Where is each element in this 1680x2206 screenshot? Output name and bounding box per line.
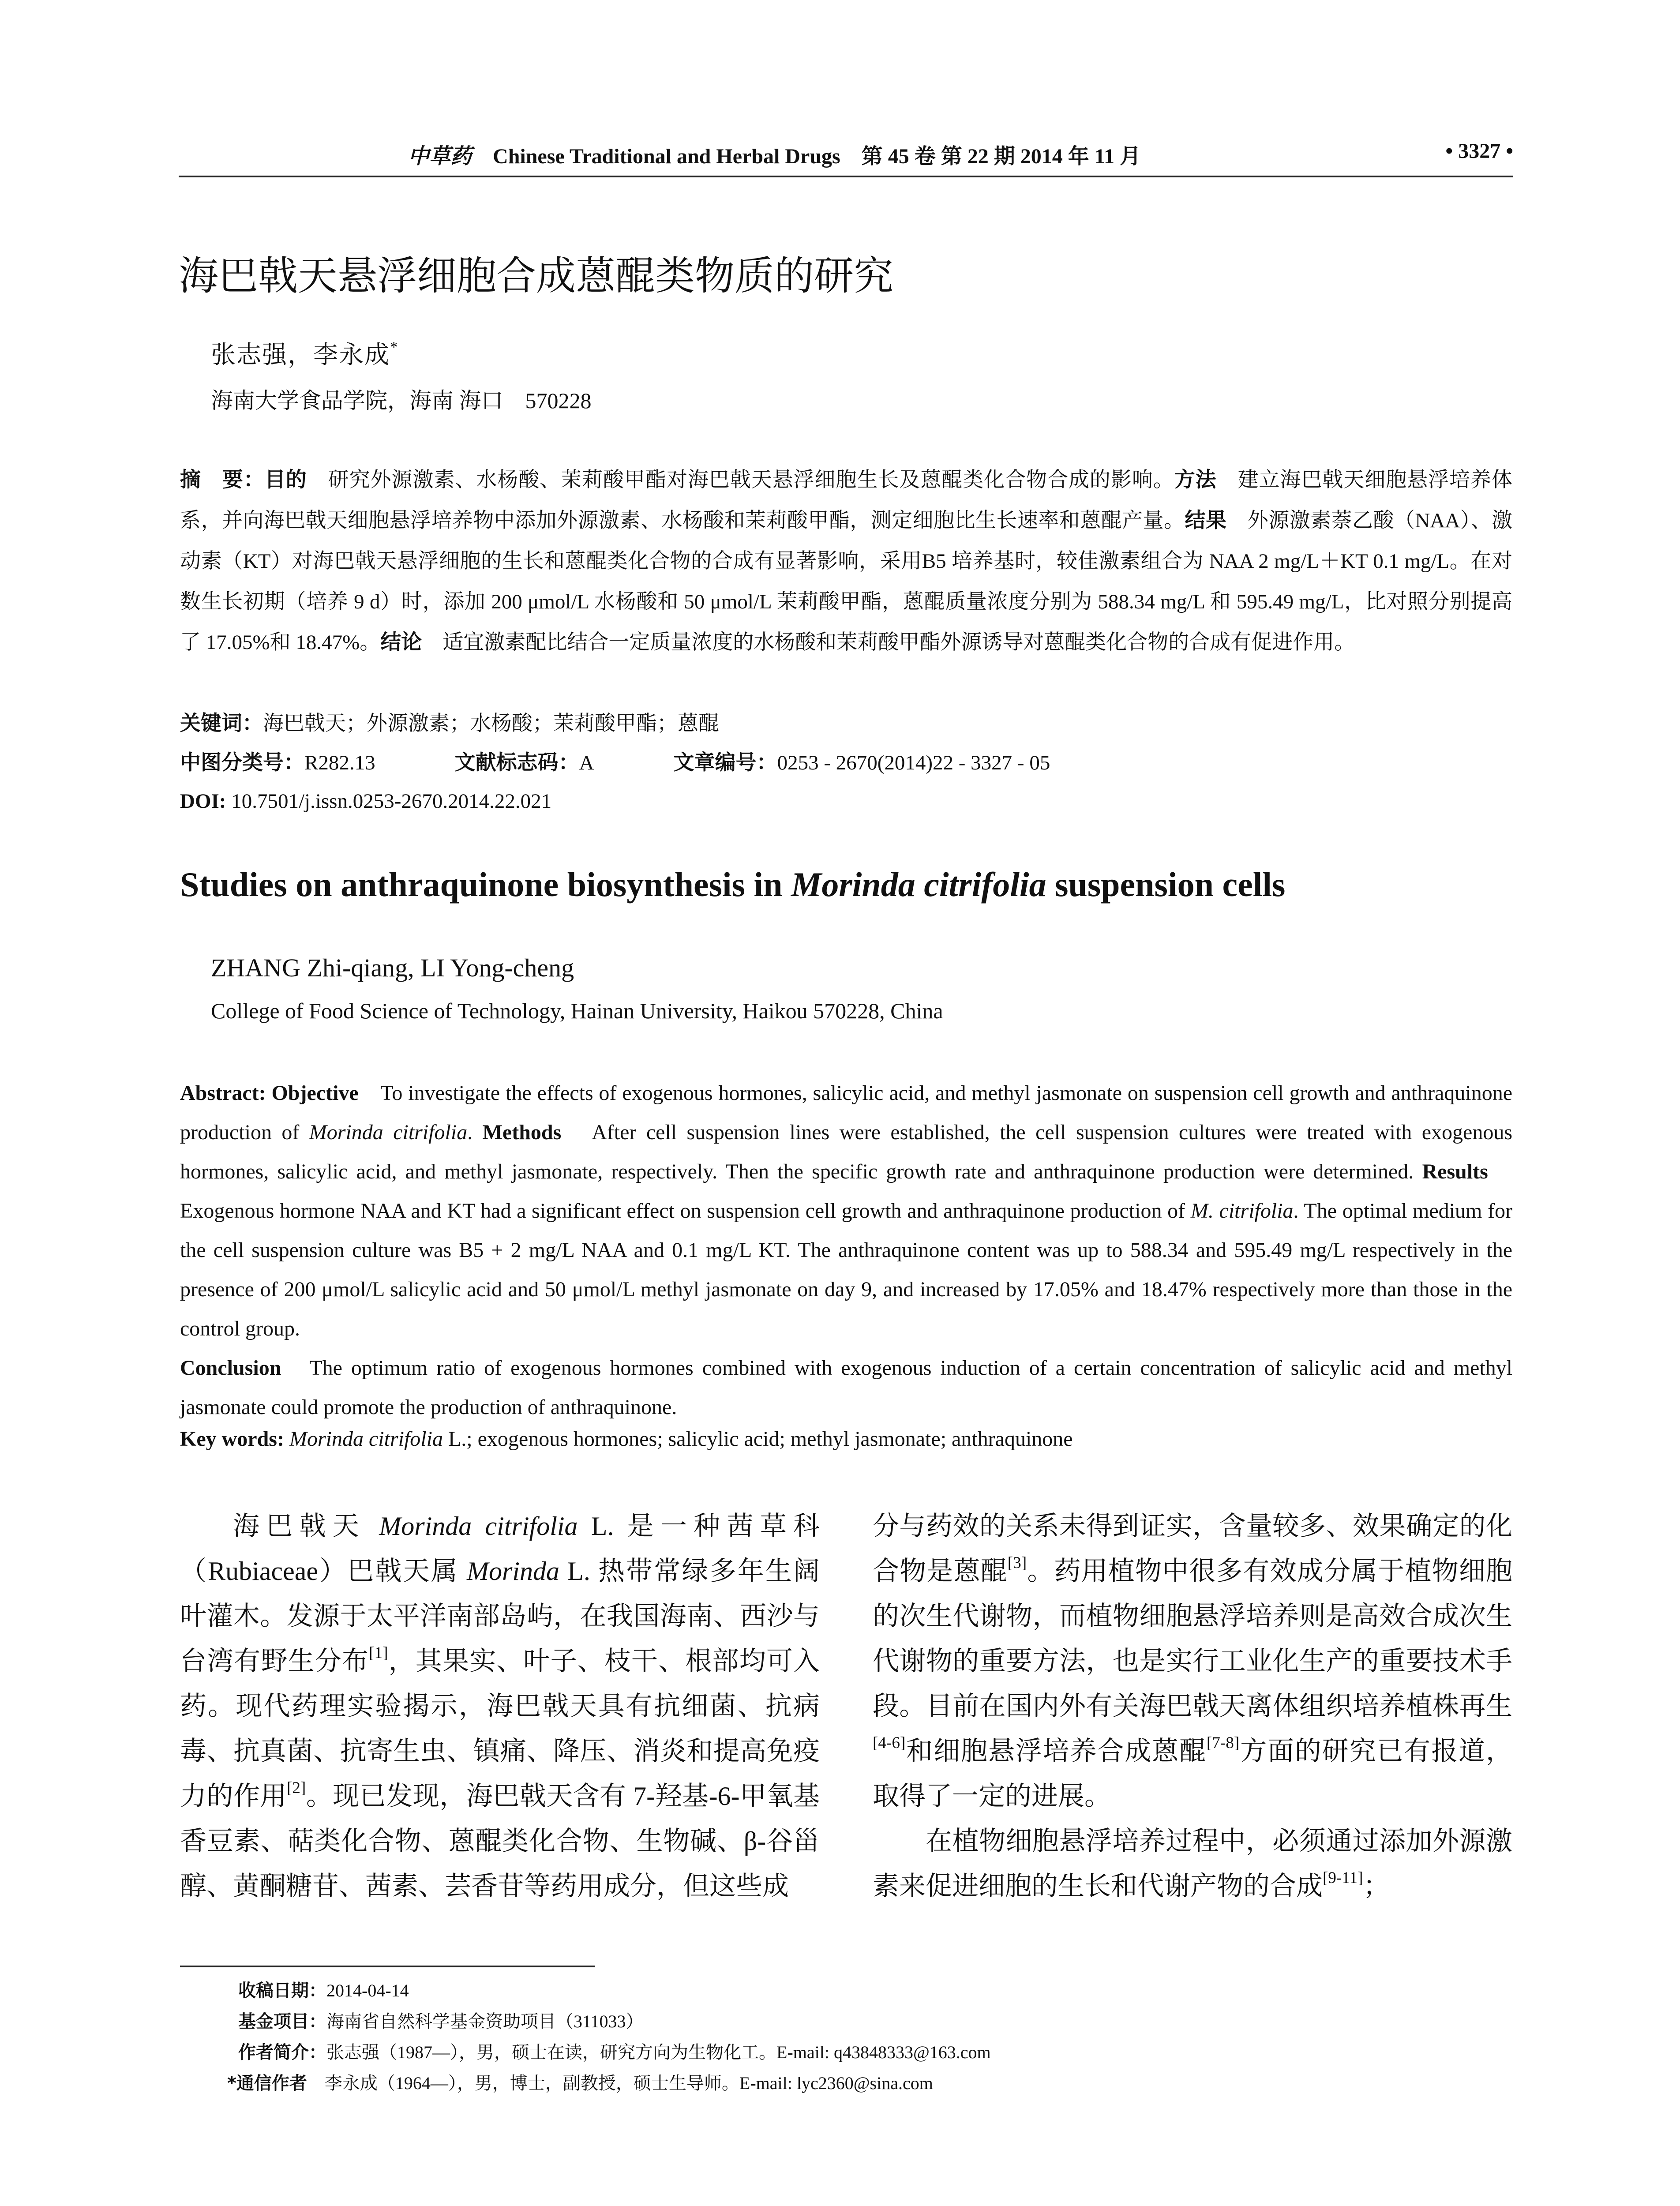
doi-line (180, 781, 1512, 822)
author-names-cn: 张志强，李永成 (211, 341, 390, 369)
results-label-cn: 结果 (1185, 508, 1227, 533)
citation-ref[interactable]: [9-11] (1323, 1869, 1363, 1887)
citation-ref[interactable]: [2] (286, 1779, 306, 1797)
clc-label: 中图分类号： (180, 750, 304, 775)
paper-title-cn: 海巴戟天悬浮细胞合成蒽醌类物质的研究 (179, 253, 893, 299)
doi-value[interactable]: 10.7501/j.issn.0253-2670.2014.22.021 (226, 790, 552, 813)
page-number: • 3327 • (1445, 139, 1513, 163)
objective-text-en: To investigate the effects of exogenous hormones, salicylic acid, and methyl jasmonate on suspension cell growth and anthraquinone production of (180, 1081, 1513, 1144)
corresponding-mark: * (390, 338, 399, 356)
header-rule (179, 176, 1513, 177)
body-paragraph-1 (180, 1504, 820, 1909)
authors-en: ZHANG Zhi-qiang, LI Yong-cheng (211, 953, 574, 982)
footnote-label: 收稿日期： (238, 1981, 326, 2001)
body-text: ； (1363, 1872, 1390, 1901)
body-text: ，其果实、叶子、枝干、根部均可入药。现代药理实验揭示，海巴戟天具有抗细菌、抗病毒、抗真菌、抗寄生虫、镇痛、降压、消炎和提高免疫力的作用 (180, 1647, 820, 1811)
abstract-en (180, 1073, 1512, 1427)
body-column-right (873, 1504, 1512, 1909)
results-text-en: Exogenous hormone NAA and KT had a significant effect on suspension cell growth and anthraquinone production of (180, 1160, 1512, 1223)
footnote-rule (180, 1966, 595, 1967)
title-en-species: Morinda citrifolia (791, 865, 1046, 904)
objective-end-en: . (467, 1121, 483, 1144)
results-label-en: Results (1422, 1160, 1488, 1183)
keywords-text-en: L.; exogenous hormones; salicylic acid; methyl jasmonate; anthraquinone (442, 1427, 1073, 1451)
footnote-author (238, 2038, 991, 2063)
clc-value: R282.13 (304, 751, 375, 774)
footnote-received (238, 1977, 409, 2002)
title-en-post: suspension cells (1046, 865, 1286, 904)
body-text: 。药用植物中很多有效成分属于植物细胞的次生代谢物，而植物细胞悬浮培养则是高效合成次生代谢物的重要方法，也是实行工业化生产的重要技术手段。目前在国内外有关海巴戟天离体组织培养植株再生 (873, 1557, 1513, 1721)
citation-ref[interactable]: [3] (1007, 1554, 1027, 1572)
results-end-en: . The optimal medium for the cell suspension culture was B5 + 2 mg/L NAA and 0.1 mg/L KT. The anthraquinone content was up to 588.34 and 595.49 mg/L respectively in the presence of 200 μmol/L salicylic acid and 50 μmol/L methyl jasmonate on day 9, and increased by 17.05% and 18.47% respectively more than those in the control group. (180, 1199, 1513, 1340)
journal-header (408, 139, 1141, 169)
conclusion-text-cn: 适宜激素配比结合一定质量浓度的水杨酸和茉莉酸甲酯外源诱导对蒽醌类化合物的合成有促进作用。 (422, 631, 1355, 654)
body-column-left (180, 1504, 820, 1909)
paper-title-en (180, 865, 1285, 904)
footnote-label: *通信作者 (227, 2073, 307, 2093)
keywords-species-en: Morinda citrifolia (289, 1427, 443, 1451)
objective-species-en: Morinda citrifolia (309, 1121, 468, 1144)
footnote-text: 李永成（1964—），男，博士，副教授，硕士生导师。E-mail: lyc2360@sina.com (307, 2073, 933, 2093)
running-header (179, 139, 1513, 172)
footnote-text: 2014-04-14 (326, 1981, 409, 2000)
classification-line (180, 743, 1512, 783)
affiliation-en: College of Food Science of Technology, Hainan University, Haikou 570228, China (211, 998, 943, 1023)
abstract-label-cn: 摘 要： (180, 468, 265, 492)
footnote-fund (238, 2007, 644, 2033)
body-text: 。现已发现，海巴戟天含有 7-羟基-6-甲氧基香豆素、萜类化合物、蒽醌类化合物、生物碱、β-谷甾醇、黄酮糖苷、茜素、芸香苷等药用成分，但这些成 (180, 1782, 820, 1901)
doc-code-value: A (579, 751, 594, 774)
title-en-pre: Studies on anthraquinone biosynthesis in (180, 865, 791, 904)
objective-text-cn: 研究外源激素、水杨酸、茉莉酸甲酯对海巴戟天悬浮细胞生长及蒽醌类化合物合成的影响。 (307, 469, 1174, 491)
conclusion-label-cn: 结论 (380, 630, 422, 654)
species-name: Morinda citrifolia (379, 1512, 578, 1541)
keywords-label-en: Key words: (180, 1427, 289, 1451)
article-number-label: 文章编号： (673, 750, 777, 775)
footnote-text: 张志强（1987—），男，硕士在读，研究方向为生物化工。E-mail: q43848333@163.com (326, 2042, 991, 2062)
footnote-label: 基金项目： (238, 2011, 326, 2032)
keywords-en (180, 1427, 1073, 1451)
journal-logo: 中草药 (408, 144, 472, 169)
keywords-label-cn: 关键词： (180, 711, 263, 735)
body-text: 和细胞悬浮培养合成蒽醌 (905, 1737, 1207, 1766)
methods-text-cn: 建立海巴戟天细胞悬浮培养体系，并向海巴戟天细胞悬浮培养物中添加外源激素、水杨酸和茉莉酸甲酯，测定细胞比生长速率和蒽醌产量。 (180, 469, 1513, 532)
abstract-cn (180, 460, 1512, 663)
citation-ref[interactable]: [7-8] (1206, 1734, 1240, 1752)
body-paragraph-2 (873, 1819, 1512, 1909)
affiliation-cn: 海南大学食品学院，海南 海口 570228 (211, 388, 592, 413)
results-text-cn: 外源激素萘乙酸（NAA）、激动素（KT）对海巴戟天悬浮细胞的生长和蒽醌类化合物的合成有显著影响，采用B5 培养基时，较佳激素组合为 NAA 2 mg/L＋KT 0.1 mg/L。在对数生长初期（培养 9 d）时，添加 200 μmol/L 水杨酸和 50 μmol/L 茉莉酸甲酯，蒽醌质量浓度分别为 588.34 mg/L 和 595.49 mg/L，比对照分别提高了 17.05%和 18.47%。 (180, 509, 1513, 654)
body-text: 方面的研究已有报道，取得了一定的进展。 (873, 1737, 1513, 1811)
objective-label-cn: 目的 (264, 468, 307, 492)
footnote-label: 作者简介： (238, 2042, 326, 2063)
body-text: 在植物细胞悬浮培养过程中，必须通过添加外源激素来促进细胞的生长和代谢产物的合成 (873, 1827, 1512, 1901)
conclusion-text-en: The optimum ratio of exogenous hormones combined with exogenous induction of a certain concentration of salicylic acid and methyl jasmonate could promote the production of anthraquinone. (180, 1356, 1513, 1419)
keywords-text-cn: 海巴戟天；外源激素；水杨酸；茉莉酸甲酯；蒽醌 (263, 712, 719, 735)
body-text: L. 热带常绿多年生阔叶灌木。发源于太平洋南部岛屿，在我国海南、西沙与台湾有野生分布 (180, 1557, 820, 1676)
article-number-value: 0253 - 2670(2014)22 - 3327 - 05 (777, 751, 1050, 774)
keywords-cn (180, 703, 1512, 744)
authors-cn (211, 335, 398, 371)
genus-name: Morinda (467, 1557, 560, 1586)
methods-text-en: After cell suspension lines were established, the cell suspension cultures were treated with exogenous hormones, salicylic acid, and methyl jasmonate, respectively. Then the specific growth rate and anthraquinone production were determined. (180, 1121, 1512, 1183)
body-text: 分与药效的关系未得到证实，含量较多、效果确定的化合物是蒽醌 (873, 1512, 1512, 1586)
doi-label: DOI: (180, 790, 226, 813)
body-paragraph-1-cont (873, 1504, 1512, 1819)
methods-label-cn: 方法 (1174, 468, 1217, 492)
abstract-label-en: Abstract: (180, 1081, 272, 1105)
results-species-en: M. citrifolia (1190, 1199, 1294, 1223)
doc-code-label: 文献标志码： (454, 750, 579, 775)
journal-line: Chinese Traditional and Herbal Drugs 第 45 卷 第 22 期 2014 年 11 月 (493, 145, 1141, 168)
body-text: L. 是一种茜草科（Rubiaceae）巴戟天属 (180, 1512, 820, 1586)
conclusion-label-en: Conclusion (180, 1356, 281, 1380)
body-text: 海巴戟天 (233, 1512, 379, 1541)
footnote-text: 海南省自然科学基金资助项目（311033） (326, 2011, 644, 2031)
citation-ref[interactable]: [1] (369, 1644, 388, 1662)
methods-label-en: Methods (482, 1121, 562, 1144)
objective-label-en: Objective (271, 1081, 359, 1105)
footnote-corresponding (227, 2069, 933, 2094)
citation-ref[interactable]: [4-6] (873, 1734, 906, 1752)
